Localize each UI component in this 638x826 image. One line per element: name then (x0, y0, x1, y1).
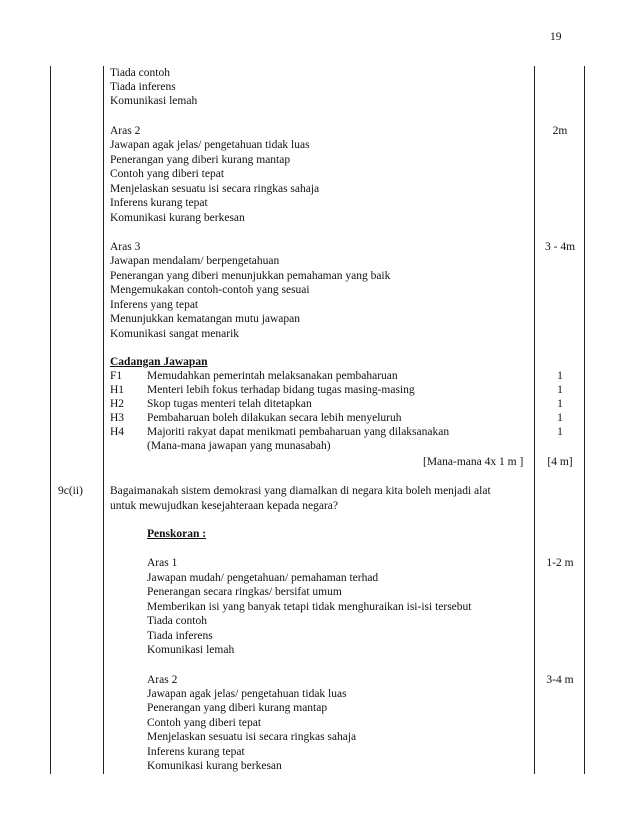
text-line: Komunikasi sangat menarik (110, 328, 240, 340)
text-line: Inferens yang tepat (110, 299, 199, 311)
question-text: Bagaimanakah sistem demokrasi yang diamalkan di negara kita boleh menjadi alat (110, 485, 491, 497)
aras3-mark: 3 - 4m (544, 241, 576, 253)
text-line: Inferens kurang tepat (110, 197, 208, 209)
p-aras2-title: Aras 2 (147, 674, 178, 686)
item-text: Skop tugas menteri telah ditetapkan (147, 398, 312, 410)
text-line: Jawapan mendalam/ berpengetahuan (110, 255, 280, 267)
text-line: Komunikasi lemah (147, 644, 235, 656)
text-line: Jawapan agak jelas/ pengetahuan tidak luas (147, 688, 347, 700)
text-line: Komunikasi lemah (110, 95, 198, 107)
text-line: Penerangan yang diberi menunjukkan pemahaman yang baik (110, 270, 391, 282)
penskoran-title: Penskoran : (147, 528, 207, 540)
aras2-title: Aras 2 (110, 125, 141, 137)
item-text: Pembaharuan boleh dilakukan secara lebih menyeluruh (147, 412, 402, 424)
text-line: Menjelaskan sesuatu isi secara ringkas sahaja (110, 183, 320, 195)
text-line: Memberikan isi yang banyak tetapi tidak menghuraikan isi-isi tersebut (147, 601, 472, 613)
text-line: Contoh yang diberi tepat (147, 717, 262, 729)
aras3-title: Aras 3 (110, 241, 141, 253)
item-mark: 1 (557, 370, 563, 382)
text-line: Menjelaskan sesuatu isi secara ringkas sahaja (147, 731, 357, 743)
question-number: 9c(ii) (58, 485, 83, 497)
item-code: H3 (110, 412, 125, 424)
text-line: Komunikasi kurang berkesan (110, 212, 245, 224)
text-line: Tiada contoh (110, 67, 170, 79)
item-code: F1 (110, 370, 123, 382)
text-line: Contoh yang diberi tepat (110, 168, 225, 180)
item-code: H1 (110, 384, 125, 396)
text-line: Jawapan mudah/ pengetahuan/ pemahaman terhad (147, 572, 379, 584)
table-rule-question (103, 66, 104, 774)
item-mark: 1 (557, 412, 563, 424)
text-line: Penerangan yang diberi kurang mantap (147, 702, 328, 714)
text-line: Mengemukakan contoh-contoh yang sesuai (110, 284, 310, 296)
text-line: Menunjukkan kematangan mutu jawapan (110, 313, 301, 325)
p-aras1-mark: 1-2 m (546, 557, 574, 569)
item-mark: 1 (557, 426, 563, 438)
text-line: Tiada contoh (147, 615, 207, 627)
text-line: Penerangan yang diberi kurang mantap (110, 154, 291, 166)
p-aras1-title: Aras 1 (147, 557, 178, 569)
item-mark: 1 (557, 398, 563, 410)
item-text: Menteri lebih fokus terhadap bidang tugas masing-masing (147, 384, 415, 396)
cadangan-total: [Mana-mana 4x 1 m ] (423, 456, 524, 468)
table-rule-left (50, 66, 51, 774)
item-mark: 1 (557, 384, 563, 396)
question-text: untuk mewujudkan kesejahteraan kepada negara? (110, 500, 338, 512)
item-text: Majoriti rakyat dapat menikmati pembaharuan yang dilaksanakan (147, 426, 450, 438)
cadangan-note: (Mana-mana jawapan yang munasabah) (147, 440, 331, 452)
item-code: H4 (110, 426, 125, 438)
aras2-mark: 2m (552, 125, 568, 137)
text-line: Tiada inferens (110, 81, 176, 93)
item-text: Memudahkan pemerintah melaksanakan pembaharuan (147, 370, 398, 382)
text-line: Komunikasi kurang berkesan (147, 760, 282, 772)
text-line: Tiada inferens (147, 630, 213, 642)
page-number: 19 (550, 31, 562, 43)
cadangan-total-mark: [4 m] (547, 456, 573, 468)
text-line: Inferens kurang tepat (147, 746, 245, 758)
text-line: Penerangan secara ringkas/ bersifat umum (147, 586, 342, 598)
p-aras2-mark: 3-4 m (546, 674, 574, 686)
text-line: Jawapan agak jelas/ pengetahuan tidak luas (110, 139, 310, 151)
cadangan-title: Cadangan Jawapan (110, 356, 208, 368)
item-code: H2 (110, 398, 125, 410)
